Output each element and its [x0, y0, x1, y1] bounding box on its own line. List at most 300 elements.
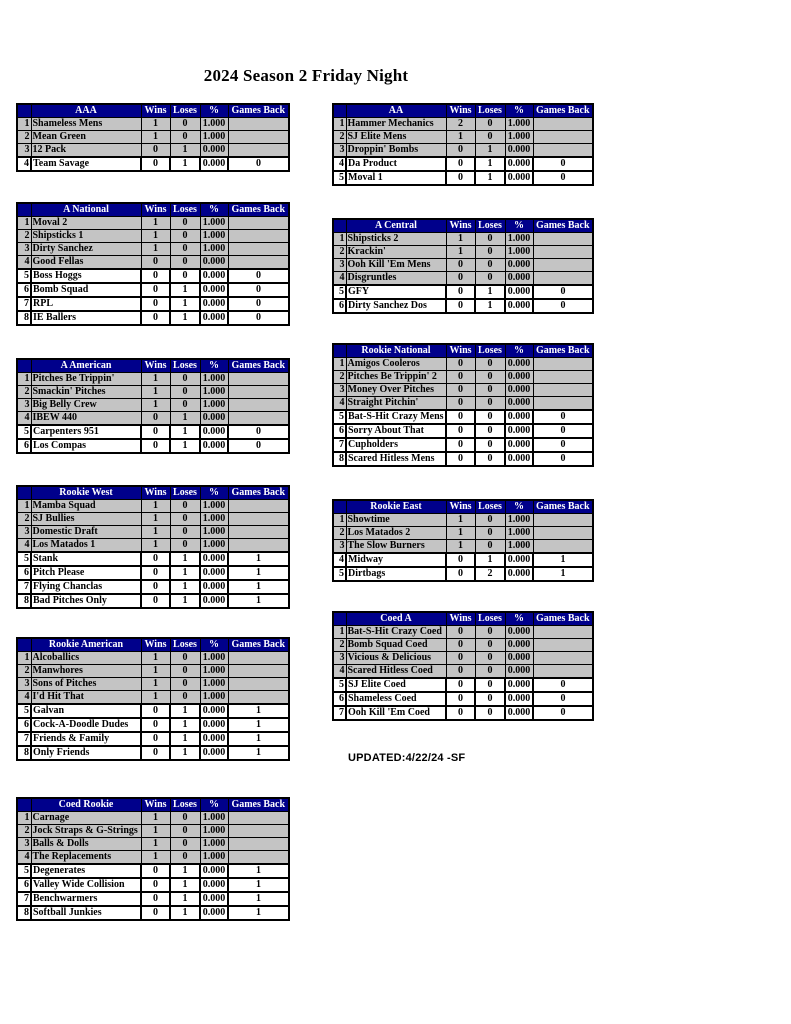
team-row	[17, 878, 289, 892]
pct-cell: 0.000	[505, 410, 533, 424]
stat-column-header: Loses	[475, 500, 505, 514]
loses-cell: 0	[170, 851, 200, 865]
loses-cell: 0	[475, 452, 505, 466]
stat-column-header: Games Back	[228, 638, 289, 652]
rank-column-header	[17, 359, 31, 373]
loses-cell: 0	[170, 217, 200, 230]
games-back-cell: 1	[228, 906, 289, 920]
wins-cell: 0	[446, 639, 475, 652]
team-name-cell: Los Matados 1	[31, 539, 141, 553]
games-back-cell	[228, 386, 289, 399]
pct-cell: 1.000	[200, 513, 228, 526]
games-back-cell	[228, 500, 289, 513]
wins-cell: 0	[141, 718, 170, 732]
team-name-cell: Hammer Mechanics	[346, 118, 446, 131]
team-name-cell: Bad Pitches Only	[31, 594, 141, 608]
wins-cell: 0	[141, 311, 170, 325]
team-row	[17, 500, 289, 513]
team-row	[17, 892, 289, 906]
rank-cell: 1	[17, 118, 31, 131]
stat-column-header: %	[200, 104, 228, 118]
header-row	[17, 104, 289, 118]
stat-column-header: Wins	[141, 638, 170, 652]
team-name-cell: Pitches Be Trippin'	[31, 373, 141, 386]
rank-cell: 2	[17, 230, 31, 243]
pct-cell: 1.000	[200, 131, 228, 144]
pct-cell: 1.000	[200, 838, 228, 851]
pct-cell: 0.000	[200, 906, 228, 920]
team-row	[333, 438, 593, 452]
team-name-cell: Big Belly Crew	[31, 399, 141, 412]
loses-cell: 0	[170, 526, 200, 539]
stat-column-header: %	[505, 500, 533, 514]
team-name-cell: Midway	[346, 553, 446, 567]
pct-cell: 0.000	[505, 626, 533, 639]
wins-cell: 0	[446, 397, 475, 411]
games-back-cell: 1	[533, 553, 593, 567]
loses-cell: 0	[170, 131, 200, 144]
games-back-cell	[228, 131, 289, 144]
rank-cell: 5	[333, 410, 346, 424]
rank-cell: 1	[333, 514, 346, 527]
team-name-cell: The Replacements	[31, 851, 141, 865]
rank-cell: 3	[17, 399, 31, 412]
rank-cell: 4	[17, 851, 31, 865]
standings-table-a-national	[16, 202, 288, 326]
rank-cell: 7	[17, 297, 31, 311]
pct-cell: 0.000	[505, 706, 533, 720]
team-name-cell: Bomb Squad	[31, 283, 141, 297]
pct-cell: 0.000	[505, 424, 533, 438]
loses-cell: 1	[170, 580, 200, 594]
games-back-cell: 0	[533, 692, 593, 706]
wins-cell: 0	[141, 256, 170, 270]
loses-cell: 0	[475, 678, 505, 692]
standings-table-rookie-american	[16, 637, 288, 761]
division-table	[16, 797, 290, 921]
team-row	[17, 580, 289, 594]
rank-cell: 8	[17, 594, 31, 608]
header-row	[17, 203, 289, 217]
pct-cell: 0.000	[505, 678, 533, 692]
rank-cell: 2	[333, 639, 346, 652]
team-row	[333, 358, 593, 371]
rank-cell: 5	[17, 704, 31, 718]
header-row	[17, 359, 289, 373]
rank-cell: 5	[17, 425, 31, 439]
rank-cell: 8	[17, 746, 31, 760]
loses-cell: 0	[475, 527, 505, 540]
team-name-cell: Pitches Be Trippin' 2	[346, 371, 446, 384]
division-table	[16, 485, 290, 609]
wins-cell: 0	[141, 594, 170, 608]
loses-cell: 1	[170, 425, 200, 439]
stat-column-header: Loses	[475, 219, 505, 233]
rank-column-header	[17, 203, 31, 217]
team-name-cell: Shameless Coed	[346, 692, 446, 706]
pct-cell: 0.000	[505, 171, 533, 185]
loses-cell: 0	[475, 358, 505, 371]
games-back-cell: 1	[533, 567, 593, 581]
rank-cell: 4	[17, 691, 31, 705]
loses-cell: 1	[170, 864, 200, 878]
team-name-cell: SJ Bullies	[31, 513, 141, 526]
rank-cell: 5	[333, 678, 346, 692]
wins-cell: 0	[446, 567, 475, 581]
loses-cell: 0	[170, 269, 200, 283]
pct-cell: 0.000	[505, 259, 533, 272]
pct-cell: 0.000	[505, 157, 533, 171]
team-row	[17, 157, 289, 171]
team-name-cell: Bat-S-Hit Crazy Mens	[346, 410, 446, 424]
games-back-cell: 0	[533, 410, 593, 424]
loses-cell: 2	[475, 567, 505, 581]
wins-cell: 0	[141, 157, 170, 171]
pct-cell: 1.000	[200, 652, 228, 665]
rank-cell: 4	[17, 412, 31, 426]
loses-cell: 0	[170, 373, 200, 386]
stat-column-header: Games Back	[533, 104, 593, 118]
division-table	[332, 611, 594, 721]
wins-cell: 1	[141, 665, 170, 678]
team-name-cell: Manwhores	[31, 665, 141, 678]
wins-cell: 0	[141, 704, 170, 718]
pct-cell: 1.000	[200, 386, 228, 399]
loses-cell: 0	[475, 259, 505, 272]
team-row	[333, 652, 593, 665]
rank-cell: 7	[17, 580, 31, 594]
pct-cell: 1.000	[200, 500, 228, 513]
page-title: 2024 Season 2 Friday Night	[203, 66, 409, 85]
team-row	[17, 131, 289, 144]
wins-cell: 0	[141, 269, 170, 283]
games-back-cell: 0	[228, 157, 289, 171]
team-name-cell: Amigos Cooleros	[346, 358, 446, 371]
games-back-cell	[228, 256, 289, 270]
team-row	[17, 704, 289, 718]
games-back-cell: 1	[228, 732, 289, 746]
wins-cell: 0	[446, 692, 475, 706]
rank-cell: 4	[333, 553, 346, 567]
division-name-header: Rookie National	[346, 344, 446, 358]
stat-column-header: Wins	[446, 219, 475, 233]
team-row	[333, 540, 593, 554]
loses-cell: 0	[475, 118, 505, 131]
loses-cell: 0	[475, 626, 505, 639]
team-name-cell: Boss Hoggs	[31, 269, 141, 283]
team-row	[333, 665, 593, 679]
team-row	[17, 283, 289, 297]
pct-cell: 0.000	[200, 425, 228, 439]
stat-column-header: Games Back	[533, 612, 593, 626]
team-row	[17, 594, 289, 608]
pct-cell: 0.000	[505, 665, 533, 679]
games-back-cell: 1	[228, 580, 289, 594]
team-name-cell: Moval 2	[31, 217, 141, 230]
wins-cell: 1	[141, 513, 170, 526]
team-row	[333, 371, 593, 384]
loses-cell: 0	[475, 246, 505, 259]
header-row	[17, 798, 289, 812]
loses-cell: 0	[170, 812, 200, 825]
division-name-header: AA	[346, 104, 446, 118]
header-row	[17, 638, 289, 652]
wins-cell: 0	[141, 297, 170, 311]
team-name-cell: Ooh Kill 'Em Coed	[346, 706, 446, 720]
games-back-cell: 0	[533, 706, 593, 720]
team-name-cell: Balls & Dolls	[31, 838, 141, 851]
team-name-cell: IBEW 440	[31, 412, 141, 426]
games-back-cell: 1	[228, 594, 289, 608]
loses-cell: 0	[475, 384, 505, 397]
games-back-cell	[228, 825, 289, 838]
division-name-header: Coed Rookie	[31, 798, 141, 812]
loses-cell: 1	[475, 553, 505, 567]
wins-cell: 0	[446, 678, 475, 692]
games-back-cell: 1	[228, 718, 289, 732]
team-name-cell: Only Friends	[31, 746, 141, 760]
division-table	[16, 637, 290, 761]
rank-cell: 6	[17, 718, 31, 732]
pct-cell: 1.000	[505, 540, 533, 554]
team-row	[333, 131, 593, 144]
rank-cell: 5	[17, 864, 31, 878]
pct-cell: 0.000	[200, 746, 228, 760]
header-row	[333, 104, 593, 118]
pct-cell: 0.000	[505, 692, 533, 706]
games-back-cell	[533, 118, 593, 131]
wins-cell: 0	[446, 371, 475, 384]
rank-cell: 6	[17, 566, 31, 580]
pct-cell: 1.000	[200, 373, 228, 386]
games-back-cell	[533, 540, 593, 554]
team-row	[333, 233, 593, 246]
team-name-cell: Sorry About That	[346, 424, 446, 438]
division-name-header: Rookie East	[346, 500, 446, 514]
team-row	[17, 256, 289, 270]
team-name-cell: Shipsticks 1	[31, 230, 141, 243]
wins-cell: 0	[141, 906, 170, 920]
games-back-cell: 0	[533, 157, 593, 171]
team-name-cell: SJ Elite Mens	[346, 131, 446, 144]
team-row	[17, 864, 289, 878]
team-row	[17, 412, 289, 426]
wins-cell: 1	[141, 691, 170, 705]
team-name-cell: The Slow Burners	[346, 540, 446, 554]
team-name-cell: Krackin'	[346, 246, 446, 259]
standings-table-rookie-west	[16, 485, 288, 609]
rank-cell: 2	[17, 825, 31, 838]
loses-cell: 0	[475, 424, 505, 438]
pct-cell: 1.000	[505, 527, 533, 540]
rank-cell: 4	[333, 272, 346, 286]
games-back-cell: 0	[228, 425, 289, 439]
standings-table-coed-rookie	[16, 797, 288, 921]
rank-column-header	[17, 798, 31, 812]
pct-cell: 1.000	[505, 514, 533, 527]
division-name-header: A Central	[346, 219, 446, 233]
division-table	[332, 343, 594, 467]
team-row	[17, 311, 289, 325]
loses-cell: 0	[475, 665, 505, 679]
games-back-cell	[533, 639, 593, 652]
wins-cell: 1	[141, 652, 170, 665]
games-back-cell	[228, 217, 289, 230]
wins-cell: 1	[141, 539, 170, 553]
wins-cell: 0	[446, 144, 475, 158]
stat-column-header: %	[505, 104, 533, 118]
games-back-cell: 0	[533, 452, 593, 466]
games-back-cell	[533, 233, 593, 246]
team-row	[17, 851, 289, 865]
wins-cell: 0	[141, 746, 170, 760]
team-row	[17, 552, 289, 566]
pct-cell: 1.000	[505, 118, 533, 131]
games-back-cell	[228, 691, 289, 705]
loses-cell: 0	[170, 500, 200, 513]
pct-cell: 0.000	[200, 892, 228, 906]
team-row	[333, 706, 593, 720]
games-back-cell: 0	[228, 297, 289, 311]
standings-table-coed-a	[332, 611, 592, 721]
pct-cell: 1.000	[200, 217, 228, 230]
rank-cell: 6	[17, 283, 31, 297]
rank-cell: 8	[333, 452, 346, 466]
team-row	[333, 527, 593, 540]
division-name-header: A National	[31, 203, 141, 217]
wins-cell: 0	[446, 157, 475, 171]
wins-cell: 0	[446, 259, 475, 272]
loses-cell: 1	[475, 171, 505, 185]
games-back-cell: 0	[533, 424, 593, 438]
team-name-cell: Scared Hitless Coed	[346, 665, 446, 679]
stat-column-header: Wins	[141, 798, 170, 812]
rank-cell: 1	[333, 358, 346, 371]
games-back-cell	[533, 371, 593, 384]
rank-column-header	[17, 638, 31, 652]
team-row	[333, 259, 593, 272]
loses-cell: 1	[170, 552, 200, 566]
team-name-cell: Valley Wide Collision	[31, 878, 141, 892]
loses-cell: 0	[475, 438, 505, 452]
wins-cell: 1	[446, 514, 475, 527]
rank-cell: 4	[17, 256, 31, 270]
games-back-cell	[228, 399, 289, 412]
pct-cell: 0.000	[505, 384, 533, 397]
wins-cell: 1	[141, 851, 170, 865]
team-row	[17, 118, 289, 131]
wins-cell: 0	[141, 552, 170, 566]
rank-cell: 3	[17, 678, 31, 691]
rank-cell: 3	[17, 243, 31, 256]
rank-cell: 7	[333, 438, 346, 452]
pct-cell: 0.000	[505, 639, 533, 652]
pct-cell: 0.000	[505, 452, 533, 466]
loses-cell: 0	[170, 539, 200, 553]
stat-column-header: %	[505, 344, 533, 358]
wins-cell: 0	[446, 626, 475, 639]
team-row	[333, 171, 593, 185]
rank-cell: 7	[333, 706, 346, 720]
team-name-cell: Scared Hitless Mens	[346, 452, 446, 466]
loses-cell: 1	[170, 439, 200, 453]
rank-cell: 1	[333, 626, 346, 639]
wins-cell: 1	[141, 386, 170, 399]
wins-cell: 0	[141, 864, 170, 878]
team-name-cell: Straight Pitchin'	[346, 397, 446, 411]
team-row	[17, 838, 289, 851]
loses-cell: 0	[475, 639, 505, 652]
games-back-cell: 1	[228, 704, 289, 718]
team-row	[17, 652, 289, 665]
pct-cell: 0.000	[200, 283, 228, 297]
wins-cell: 1	[141, 825, 170, 838]
loses-cell: 0	[170, 243, 200, 256]
games-back-cell: 1	[228, 566, 289, 580]
team-name-cell: Dirty Sanchez Dos	[346, 299, 446, 313]
loses-cell: 0	[170, 230, 200, 243]
rank-column-header	[333, 219, 346, 233]
stat-column-header: %	[505, 612, 533, 626]
rank-cell: 7	[17, 732, 31, 746]
loses-cell: 0	[170, 665, 200, 678]
team-row	[333, 157, 593, 171]
rank-column-header	[333, 612, 346, 626]
team-name-cell: Cock-A-Doodle Dudes	[31, 718, 141, 732]
loses-cell: 1	[170, 297, 200, 311]
rank-cell: 6	[17, 878, 31, 892]
stat-column-header: %	[505, 219, 533, 233]
stat-column-header: Wins	[446, 344, 475, 358]
wins-cell: 0	[446, 171, 475, 185]
team-row	[17, 439, 289, 453]
stat-column-header: Wins	[141, 104, 170, 118]
stat-column-header: %	[200, 203, 228, 217]
loses-cell: 1	[170, 746, 200, 760]
wins-cell: 0	[141, 425, 170, 439]
pct-cell: 1.000	[200, 812, 228, 825]
stat-column-header: Wins	[141, 359, 170, 373]
team-name-cell: Shipsticks 2	[346, 233, 446, 246]
team-name-cell: Bat-S-Hit Crazy Coed	[346, 626, 446, 639]
wins-cell: 1	[141, 678, 170, 691]
loses-cell: 1	[170, 732, 200, 746]
stat-column-header: Loses	[170, 203, 200, 217]
team-name-cell: Showtime	[346, 514, 446, 527]
games-back-cell: 0	[228, 269, 289, 283]
pct-cell: 0.000	[505, 144, 533, 158]
standings-table-aaa	[16, 103, 288, 172]
loses-cell: 1	[475, 157, 505, 171]
rank-cell: 4	[17, 539, 31, 553]
stat-column-header: Wins	[446, 500, 475, 514]
team-name-cell: Los Matados 2	[346, 527, 446, 540]
rank-cell: 3	[17, 144, 31, 158]
team-row	[333, 452, 593, 466]
team-row	[17, 678, 289, 691]
pct-cell: 0.000	[200, 256, 228, 270]
games-back-cell	[533, 514, 593, 527]
wins-cell: 1	[446, 246, 475, 259]
standings-table-a-central	[332, 218, 592, 314]
pct-cell: 1.000	[200, 526, 228, 539]
team-row	[17, 825, 289, 838]
standings-table-rookie-national	[332, 343, 592, 467]
wins-cell: 1	[141, 399, 170, 412]
pct-cell: 1.000	[505, 233, 533, 246]
pct-cell: 0.000	[200, 412, 228, 426]
games-back-cell	[228, 118, 289, 131]
